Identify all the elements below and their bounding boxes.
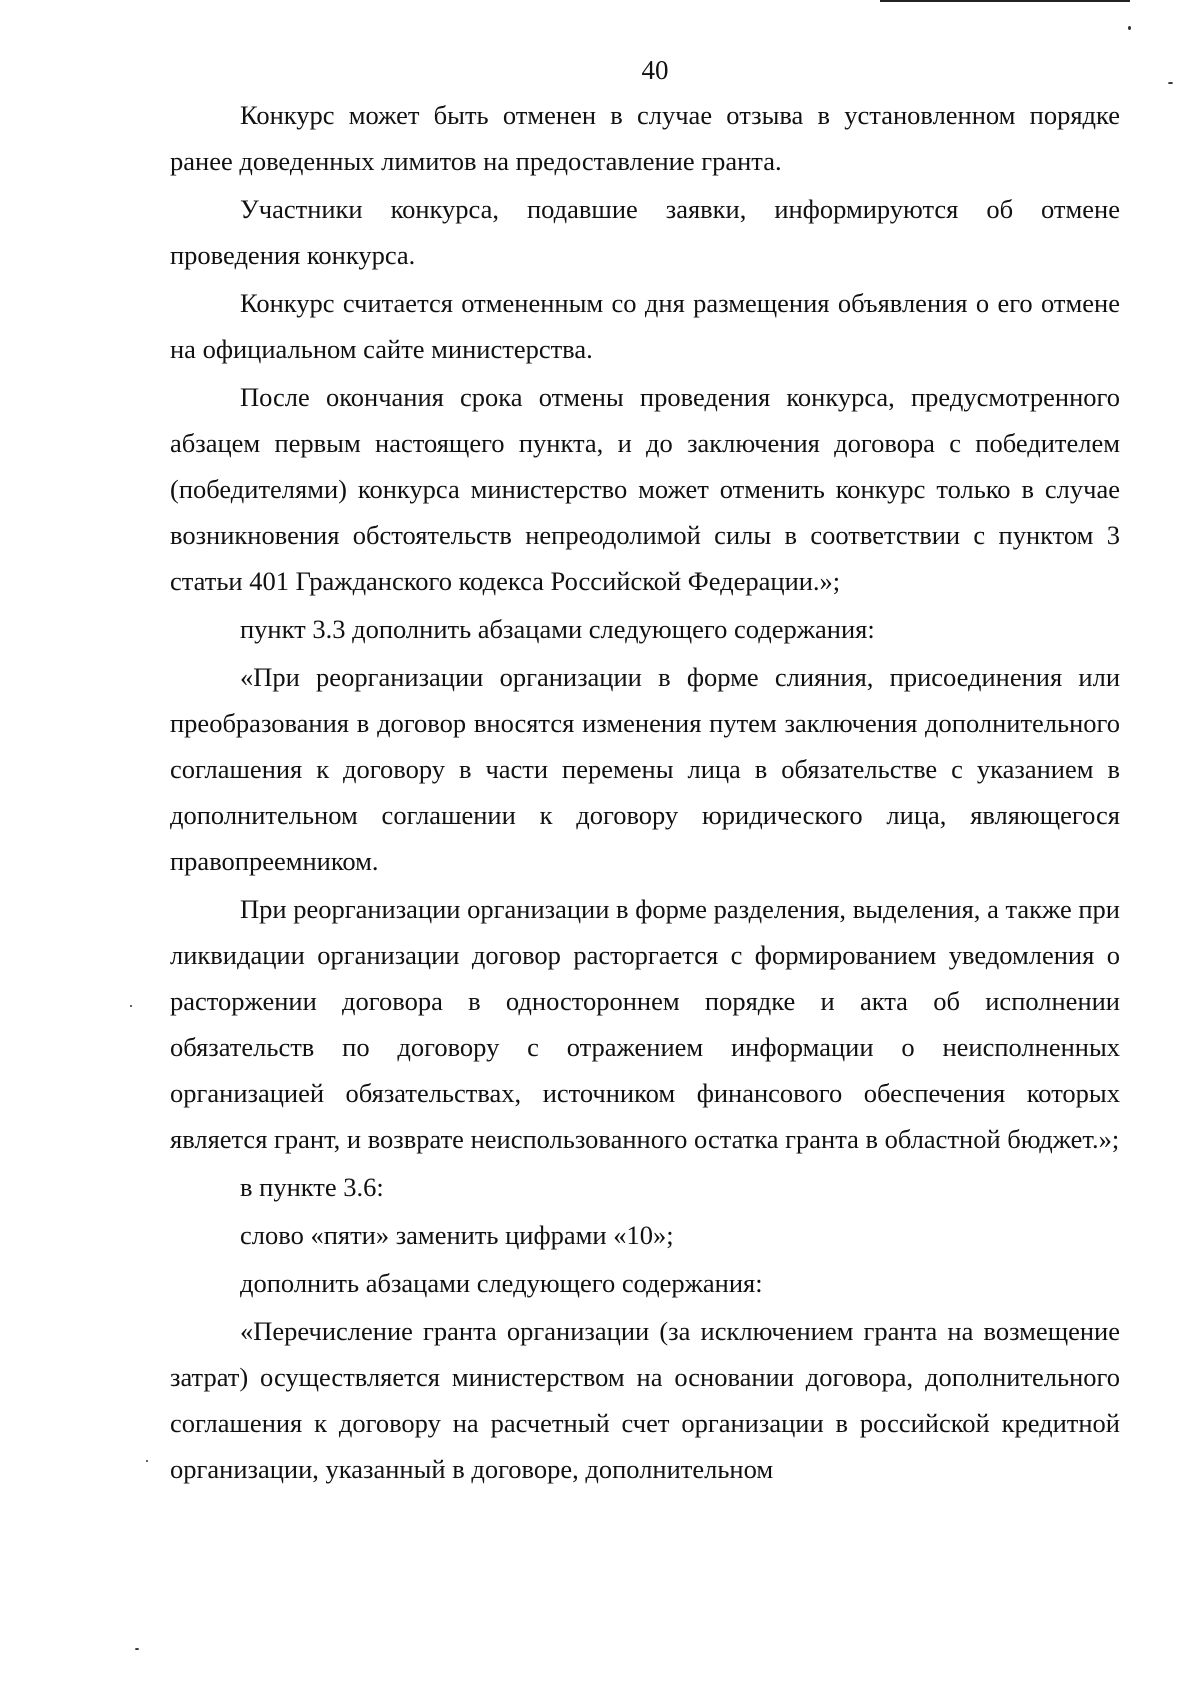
scan-edge-line: [880, 0, 1130, 2]
paragraph: пункт 3.3 дополнить абзацами следующего содержания:: [240, 614, 875, 644]
paragraph: После окончания срока отмены проведения конкурса, предусмотренного абзацем первым настоящего пункта, и до заключения договора с победителем (победителями) конкурса министерство может отменить конкурс только в случае возникновения обстоятельств непреодолимой силы в соответствии с пунктом 3 статьи 401 Гражданского кодекса Российской Федерации.»;: [170, 382, 1120, 596]
scan-speck: [135, 1648, 139, 1650]
paragraph: При реорганизации организации в форме разделения, выделения, а также при ликвидации организации договор расторгается с формированием уведомления о расторжении договора в одностороннем порядке и акта об исполнении обязательств по договору с отражением информации о неисполненных организацией обязательствах, источником финансового обеспечения которых является грант, и возврате неиспользованного остатка гранта в областной бюджет.»;: [170, 894, 1120, 1154]
paragraph: слово «пяти» заменить цифрами «10»;: [240, 1220, 674, 1250]
scan-speck: [1168, 82, 1173, 84]
paragraph: Участники конкурса, подавшие заявки, информируются об отмене проведения конкурса.: [170, 194, 1120, 270]
paragraph: Конкурс считается отмененным со дня размещения объявления о его отмене на официальном сайте министерства.: [170, 288, 1120, 364]
paragraph: «Перечисление гранта организации (за исключением гранта на возмещение затрат) осуществляется министерством на основании договора, дополнительного соглашения к договору на расчетный счет организации в российской кредитной организации, указанный в договоре, дополнительном: [170, 1316, 1120, 1484]
paragraph: Конкурс может быть отменен в случае отзыва в установленном порядке ранее доведенных лимитов на предоставление гранта.: [170, 100, 1120, 176]
scan-speck: [146, 1460, 148, 1462]
page-number: 40: [641, 55, 669, 85]
scan-speck: [130, 1005, 132, 1007]
document-body: [170, 92, 1120, 1494]
paragraph: «При реорганизации организации в форме слияния, присоединения или преобразования в договор вносятся изменения путем заключения дополнительного соглашения к договору в части перемены лица в обязательстве с указанием в дополнительном соглашении к договору юридического лица, являющегося правопреемником.: [170, 662, 1120, 876]
paragraph: дополнить абзацами следующего содержания:: [240, 1268, 763, 1298]
scan-speck: [1128, 26, 1131, 30]
paragraph: в пункте 3.6:: [240, 1172, 384, 1202]
